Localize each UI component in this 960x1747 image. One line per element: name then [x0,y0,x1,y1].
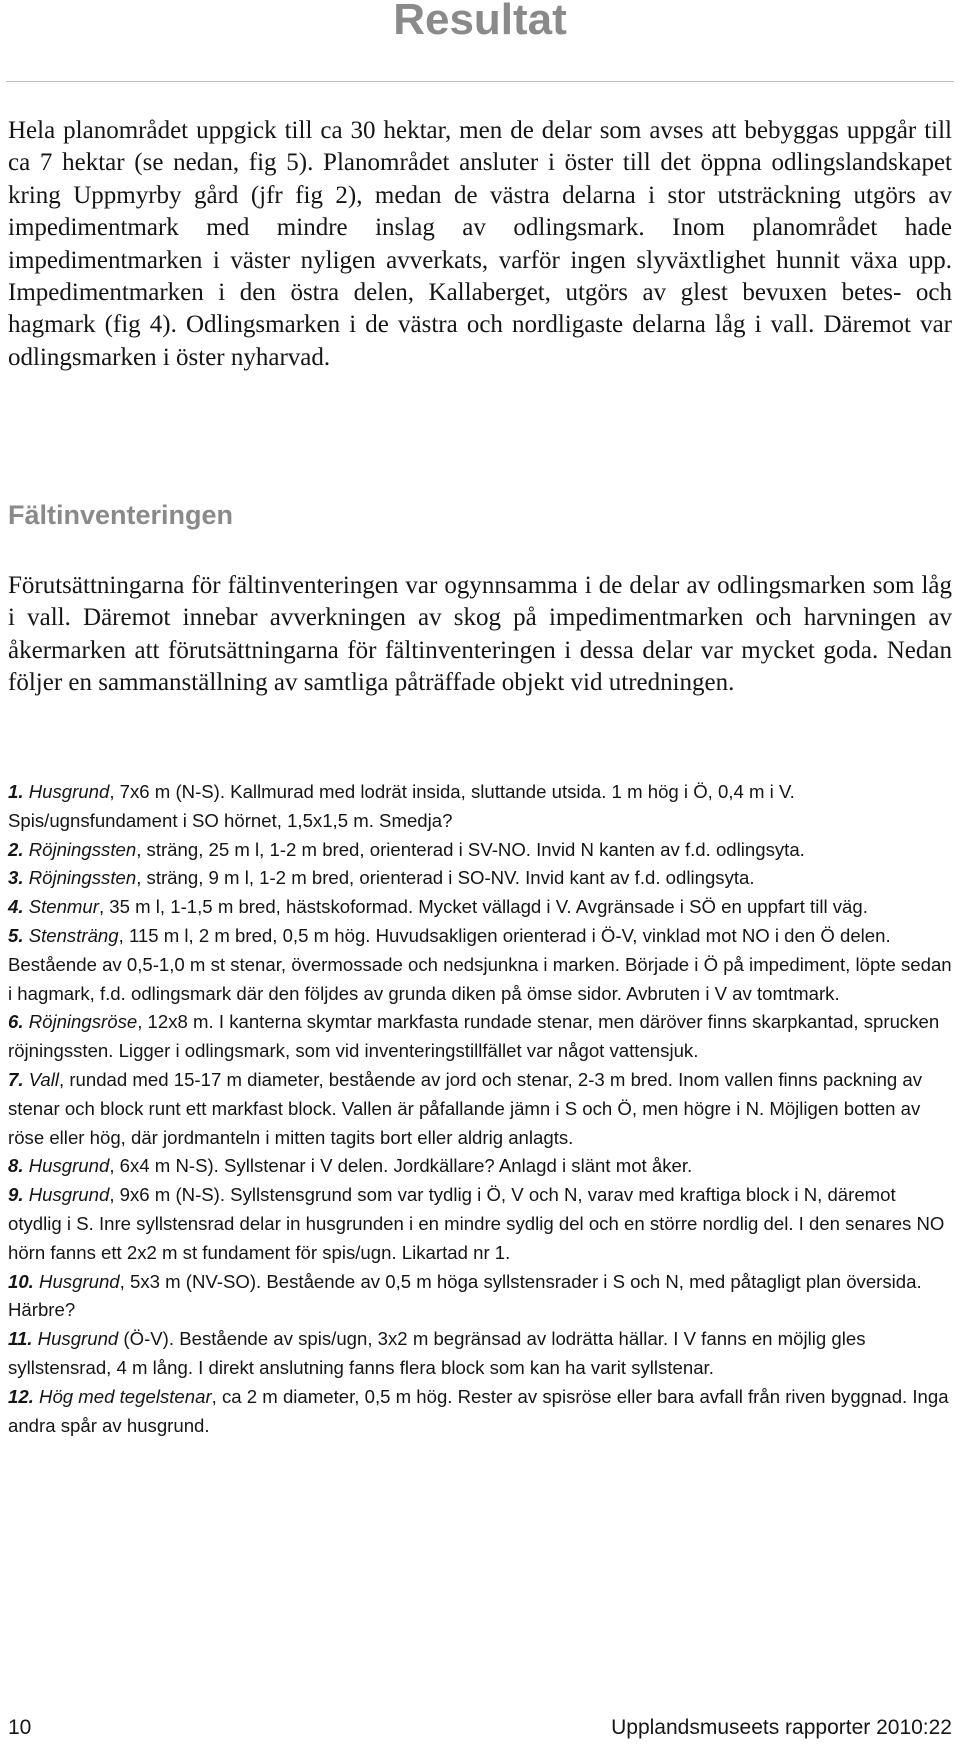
item-number: 8. [8,1155,24,1177]
item-description: , sträng, 25 m l, 1-2 m bred, orienterad i SV-NO. Invid N kanten av f.d. odlingsyta. [136,838,805,860]
object-type: Röjningsröse [28,1011,138,1033]
list-item [8,893,952,922]
item-description: , 115 m l, 2 m bred, 0,5 m hög. Huvudsakligen orienterad i Ö-V, vinklad mot NO i den Ö delen. Bestående av 0,5-1,0 m st stenar, övermossade och nedsjunkna i marken. Började i Ö på impediment, löpte sedan i hagmark, f.d. odlingsmark där den följdes av grunda diken på ömse sidor. Avbruten i V av tomtmark. [8,924,952,1004]
object-type: Hög med tegelstenar [39,1385,212,1407]
object-type: Vall [28,1068,60,1090]
list-item [8,922,952,1008]
item-number: 9. [8,1184,24,1206]
object-type: Husgrund [37,1328,119,1350]
list-item [8,778,952,836]
item-description: , 6x4 m N-S). Syllstenar i V delen. Jordkällare? Anlagd i slänt mot åker. [109,1155,693,1177]
list-item [8,1181,952,1267]
list-item [8,1325,952,1383]
item-number: 7. [8,1068,24,1090]
title-divider [6,81,954,82]
item-number: 12. [8,1385,34,1407]
list-item [8,1008,952,1066]
object-type: Husgrund [28,1155,110,1177]
object-type: Röjningssten [28,838,137,860]
list-item [8,1383,952,1441]
list-item [8,1066,952,1152]
intro-paragraph: Hela planområdet uppgick till ca 30 hektar, men de delar som avses att bebyggas uppgår till ca 7 hektar (se nedan, fig 5). Planområdet ansluter i öster till det öppna odlingslandskapet kring Uppmyrby gård (jfr fig 2), medan de västra delarna i stor utsträckning utgörs av impedimentmark med mindre inslag av odlingsmark. Inom planområdet hade impedimentmarken i väster nyligen avverkats, varför ingen slyväxtlighet hunnit växa upp. Impedimentmarken i den östra delen, Kallaberget, utgörs av glest bevuxen betes- och hagmark (fig 4). Odlingsmarken i de västra och nordligaste delarna låg i vall. Däremot var odlingsmarken i öster nyharvad. [8,117,952,371]
running-footer-title: Upplandsmuseets rapporter 2010:22 [611,1716,952,1739]
item-description: , sträng, 9 m l, 1-2 m bred, orienterad i SO-NV. Invid kant av f.d. odlingsyta. [136,867,755,889]
findings-list [8,778,952,1440]
object-type: Husgrund [28,1184,110,1206]
item-number: 3. [8,867,24,889]
section-paragraph: Förutsättningarna för fältinventeringen var ogynnsamma i de delar av odlingsmarken som låg i vall. Däremot innebar avverkningen av skog på impedimentmarken och harvningen av åkermarken att förutsättningarna för fältinventeringen i dessa delar var mycket goda. Nedan följer en sammanställning av samtliga påträffade objekt vid utredningen. [8,572,952,697]
item-description: , 9x6 m (N-S). Syllstensgrund som var tydlig i Ö, V och N, varav med kraftiga block i N, däremot otydlig i S. Inre syllstensrad delar in husgrunden i en mindre sydlig del och en större nordlig del. I den senares NO hörn fanns ett 2x2 m st fundament för spis/ugn. Likartad nr 1. [8,1184,945,1263]
list-item [8,1152,952,1181]
object-type: Husgrund [28,781,110,802]
page-title: Resultat [393,0,567,44]
item-number: 5. [8,924,24,946]
item-number: 2. [8,838,24,860]
object-type: Stenmur [28,896,99,918]
page-number: 10 [8,1716,32,1739]
object-type: Husgrund [39,1270,120,1292]
item-description: , ca 2 m diameter, 0,5 m hög. Rester av spisröse eller bara avfall från riven byggnad. Inga andra spår av husgrund. [8,1385,949,1436]
list-item [8,864,952,893]
item-number: 1. [8,781,24,802]
list-item [8,1268,952,1326]
object-type: Röjningssten [28,867,137,889]
item-number: 6. [8,1011,24,1033]
item-description: , 7x6 m (N-S). Kallmurad med lodrät insida, sluttande utsida. 1 m hög i Ö, 0,4 m i V. Spis/ugnsfundament i SO hörnet, 1,5x1,5 m. Smedja? [8,781,795,831]
item-description: , 12x8 m. I kanterna skymtar markfasta rundade stenar, men däröver finns skarpkantad, sprucken röjningssten. Ligger i odlingsmark, som vid inventeringstillfället var något vattensjuk. [8,1011,940,1062]
item-description: (Ö-V). Bestående av spis/ugn, 3x2 m begränsad av lodrätta hällar. I V fanns en möjlig gles syllstensrad, 4 m lång. I direkt anslutning fanns flera block som kan ha varit syllstenar. [8,1328,866,1378]
item-description: , 35 m l, 1-1,5 m bred, hästskoformad. Mycket vällagd i V. Avgränsade i SÖ en uppfart till väg. [98,896,868,918]
item-number: 4. [8,896,24,918]
list-item [8,836,952,865]
object-type: Stensträng [28,924,119,946]
item-description: , rundad med 15-17 m diameter, bestående av jord och stenar, 2-3 m bred. Inom vallen finns packning av stenar och block runt ett markfast block. Vallen är påfallande jämn i S och Ö, men högre i N. Möjligen botten av röse eller hög, där jordmanteln i mitten tagits bort eller aldrig anlagts. [8,1068,923,1148]
item-number: 10. [8,1270,34,1292]
item-description: , 5x3 m (NV-SO). Bestående av 0,5 m höga syllstensrader i S och N, med påtagligt plan översida. Härbre? [8,1270,922,1321]
section-heading: Fältinventeringen [8,500,234,530]
item-number: 11. [8,1328,33,1350]
